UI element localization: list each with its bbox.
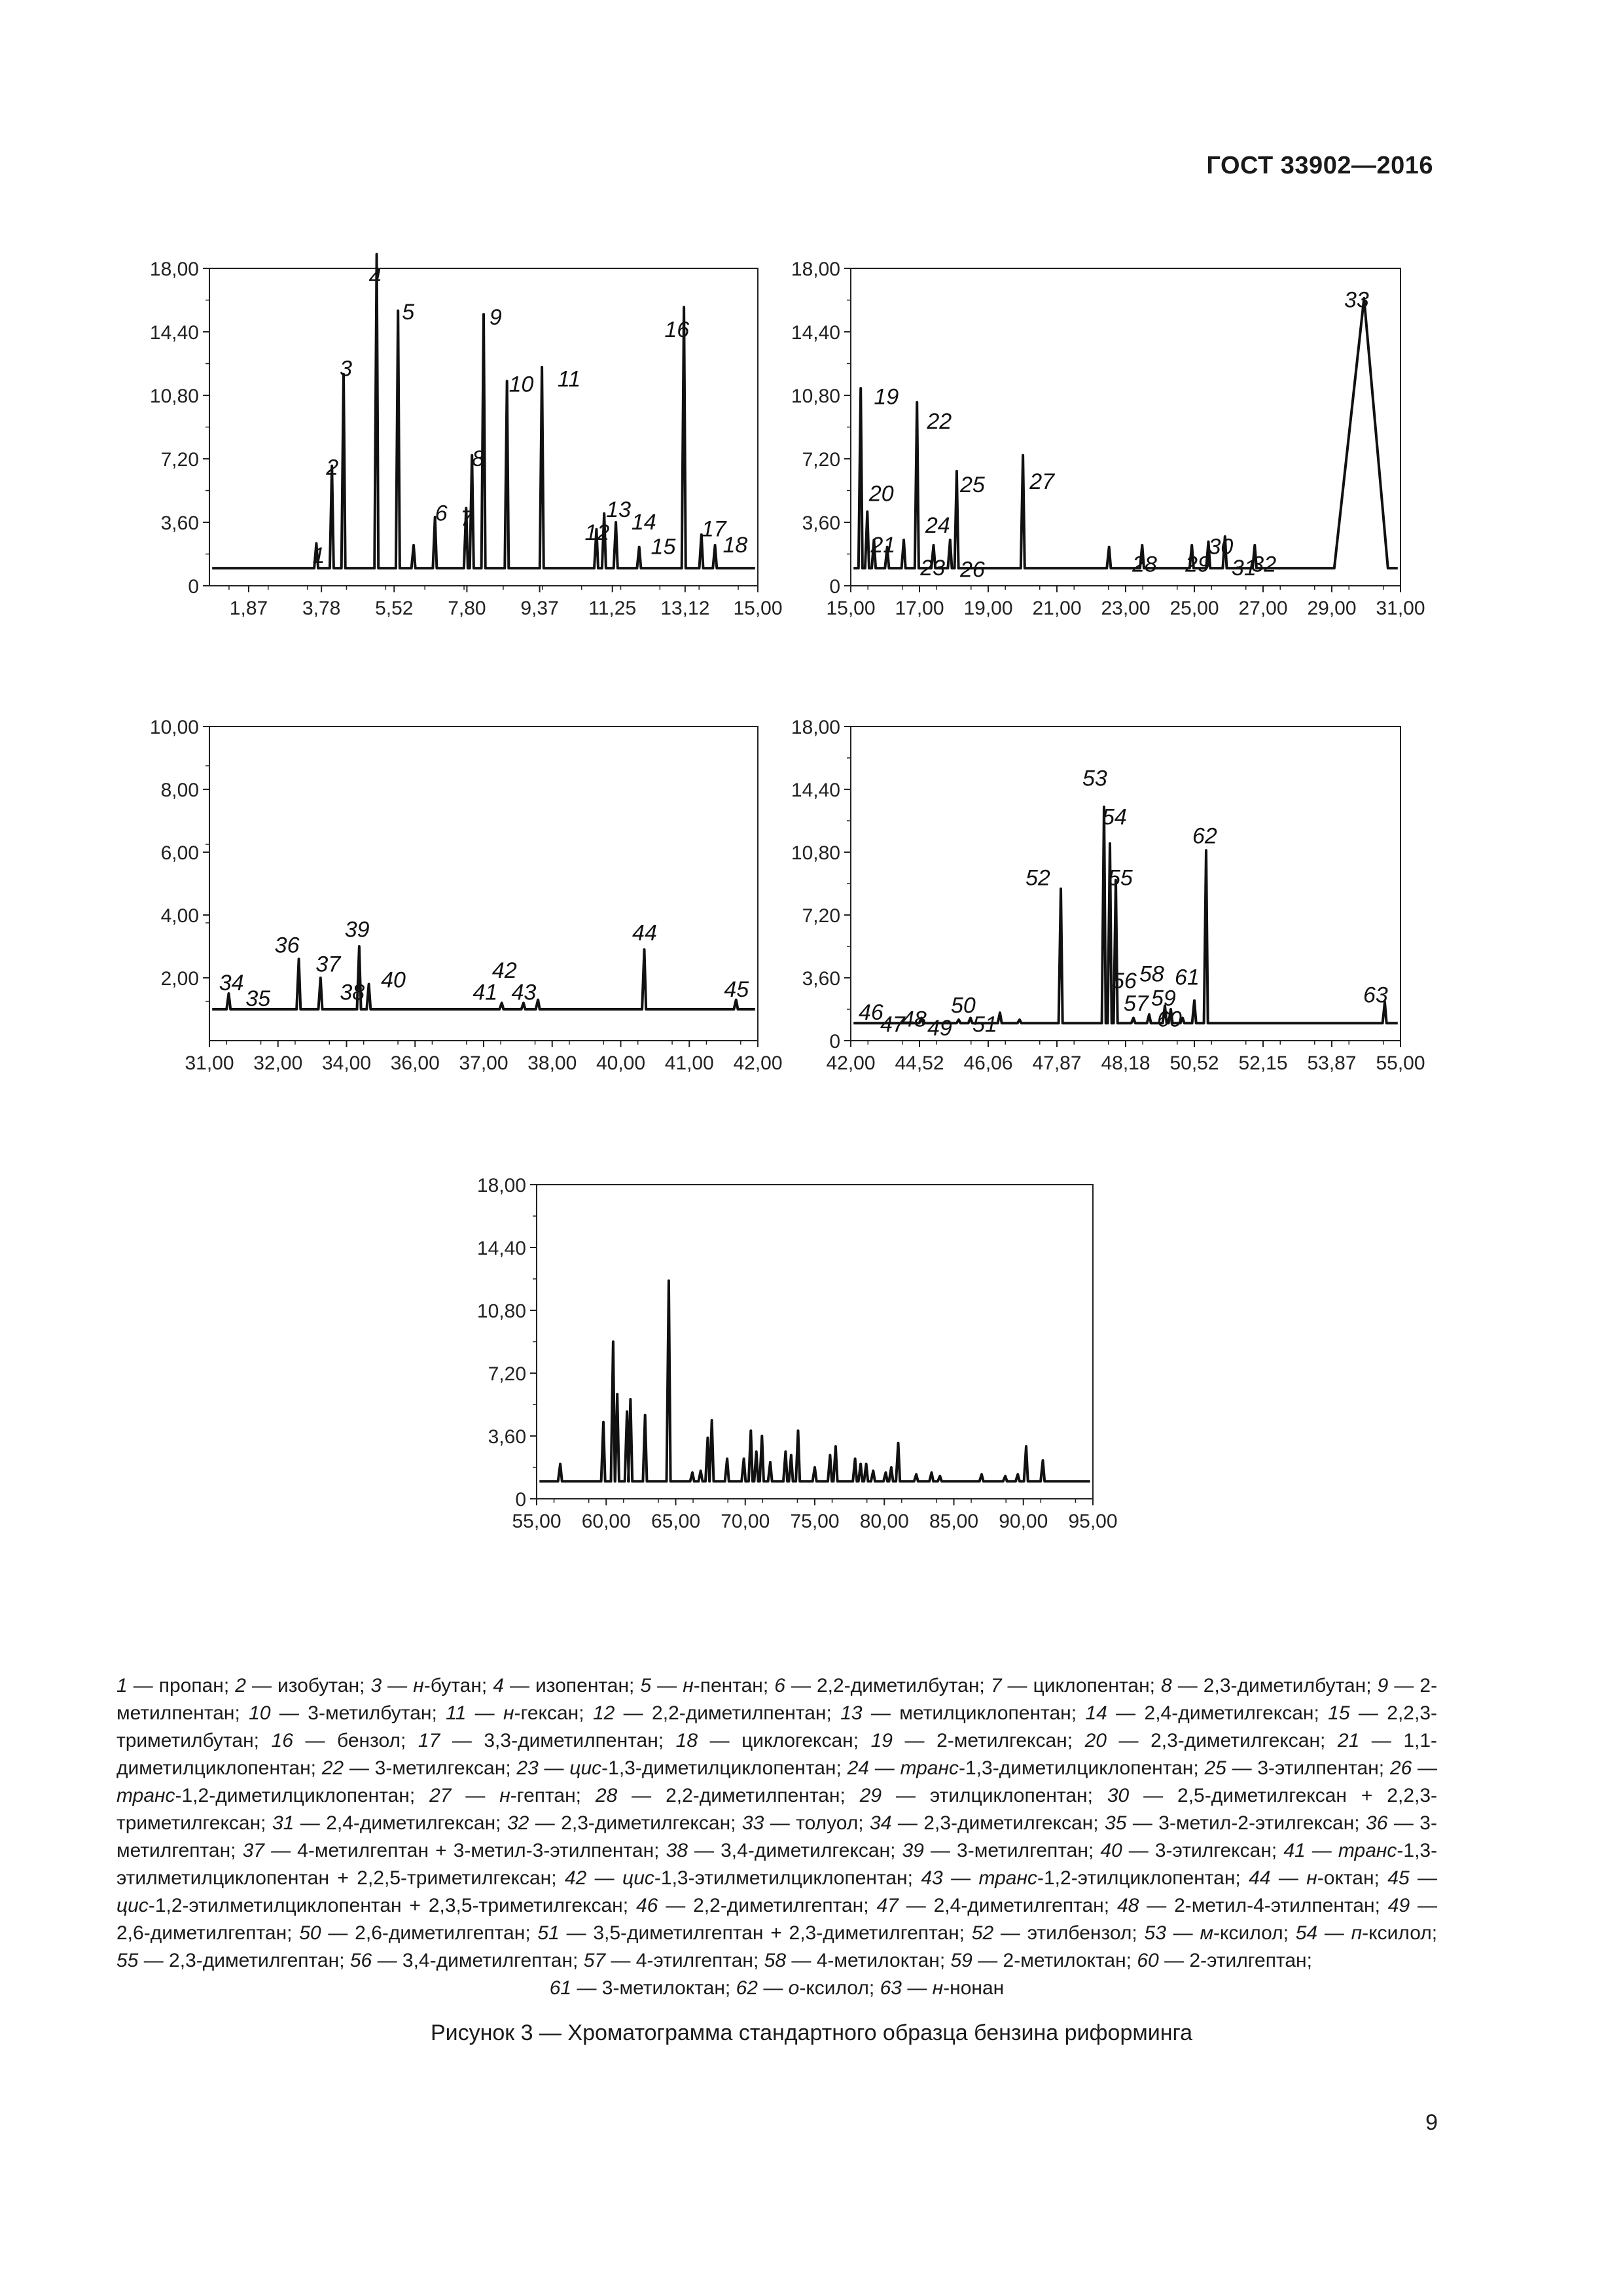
peak-label: 4 (368, 264, 382, 290)
x-tick-label: 47,87 (1032, 1052, 1082, 1074)
legend-item: 36 — 3-метилгептан; (116, 1812, 1437, 1861)
x-tick-label: 32,00 (253, 1052, 303, 1074)
peak-label: 34 (219, 971, 244, 996)
y-tick-label: 3,60 (160, 512, 199, 534)
legend-item: 38 — 3,4-диметилгексан; (666, 1840, 902, 1861)
legend-item: 39 — 3-метилгептан; (902, 1840, 1101, 1861)
x-tick-label: 48,18 (1101, 1052, 1150, 1074)
peak-label: 63 (1363, 982, 1388, 1008)
peak-label: 32 (1251, 552, 1277, 577)
x-tick-label: 40,00 (596, 1052, 646, 1074)
legend-item: 29 — этилциклопентан; (859, 1785, 1107, 1806)
legend-item: 20 — 2,3-диметилгексан; (1084, 1730, 1338, 1751)
y-tick-label: 14,40 (791, 780, 840, 801)
legend-item: 47 — 2,4-диметилгептан; (876, 1895, 1117, 1916)
chromatogram-svg-4 (759, 707, 1425, 1152)
peak-label: 40 (381, 967, 406, 993)
x-tick-label: 90,00 (999, 1511, 1048, 1532)
peak-label: 48 (902, 1007, 927, 1032)
peak-label: 60 (1157, 1007, 1182, 1032)
x-tick-label: 55,00 (1376, 1052, 1425, 1074)
legend-item: 10 — 3-метилбутан; (249, 1702, 446, 1724)
peak-label: 56 (1112, 969, 1137, 994)
peak-label: 36 (274, 933, 300, 958)
peak-label: 17 (701, 516, 726, 542)
peak-label: 7 (460, 506, 473, 531)
peak-label: 30 (1208, 534, 1234, 560)
legend-item: 40 — 3-этилгексан; (1100, 1840, 1284, 1861)
peak-label: 10 (508, 372, 534, 397)
x-tick-label: 42,00 (733, 1052, 783, 1074)
chromatogram-svg-5 (445, 1165, 1118, 1610)
peak-label: 15 (651, 534, 676, 560)
x-tick-label: 36,00 (390, 1052, 440, 1074)
legend-item: 24 — транс-1,3-диметилциклопентан; (847, 1757, 1205, 1779)
peak-label: 9 (489, 305, 502, 331)
legend-item: 23 — цис-1,3-диметилциклопентан; (516, 1757, 847, 1779)
x-tick-label: 19,00 (963, 598, 1013, 619)
legend-item: 55 — 2,3-диметилгептан; (116, 1950, 350, 1971)
peak-label: 18 (722, 532, 748, 558)
x-tick-label: 34,00 (321, 1052, 372, 1074)
legend-item: 6 — 2,2-диметилбутан; (774, 1675, 991, 1696)
y-tick-label: 18,00 (791, 259, 840, 280)
peak-label: 37 (315, 952, 341, 977)
legend-item: 19 — 2-метилгексан; (870, 1730, 1085, 1751)
legend-item: 8 — 2,3-диметилбутан; (1161, 1675, 1378, 1696)
x-tick-label: 15,00 (733, 598, 783, 619)
peak-label: 16 (664, 317, 690, 343)
x-tick-label: 11,25 (588, 598, 637, 619)
y-tick-label: 10,80 (149, 386, 199, 407)
y-tick-label: 8,00 (160, 780, 199, 801)
peak-label: 62 (1192, 823, 1217, 849)
peak-label: 23 (920, 555, 946, 581)
legend-item: 25 — 3-этилпентан; (1204, 1757, 1390, 1779)
legend-item: 48 — 2-метил-4-этилпентан; (1116, 1895, 1388, 1916)
x-tick-label: 55,00 (512, 1511, 562, 1532)
chromatogram-panel-1 (118, 249, 783, 674)
x-tick-label: 25,00 (1169, 598, 1219, 619)
peak-label: 43 (511, 980, 537, 1005)
peak-legend (116, 1672, 1437, 2002)
peak-label: 33 (1344, 287, 1369, 313)
x-tick-label: 50,52 (1169, 1052, 1219, 1074)
legend-item: 49 — 2,6-диметилгептан; (116, 1895, 1438, 1944)
legend-item: 61 — 3-метилоктан; (549, 1977, 736, 1999)
legend-item: 26 — транс-1,2-диметилциклопентан; (116, 1757, 1438, 1806)
x-tick-label: 31,00 (1376, 598, 1425, 619)
peak-label: 49 (927, 1016, 952, 1041)
x-tick-label: 17,00 (895, 598, 944, 619)
plot-frame (537, 1185, 1093, 1499)
x-tick-label: 44,52 (895, 1052, 944, 1074)
legend-item: 57 — 4-этилгептан; (583, 1950, 764, 1971)
legend-item: 22 — 3-метилгексан; (321, 1757, 517, 1779)
y-tick-label: 3,60 (802, 512, 840, 534)
peak-label: 12 (584, 520, 610, 545)
peak-label: 20 (868, 481, 894, 507)
peak-label: 44 (632, 920, 657, 946)
peak-label: 26 (959, 557, 985, 583)
legend-item: 34 — 2,3-диметилгексан; (870, 1812, 1105, 1834)
legend-item: 44 — н-октан; (1249, 1867, 1388, 1889)
peak-label: 46 (859, 1000, 883, 1025)
y-tick-label: 7,20 (488, 1363, 526, 1385)
chromatogram-trace (539, 1281, 1090, 1482)
legend-item: 35 — 3-метил-2-этилгексан; (1105, 1812, 1366, 1834)
x-tick-label: 65,00 (651, 1511, 701, 1532)
legend-item: 30 — 2,5-диметилгексан + 2,2,3-триметилгексан; (116, 1785, 1438, 1834)
y-tick-label: 3,60 (488, 1426, 526, 1448)
y-tick-label: 18,00 (791, 717, 840, 738)
legend-item: 17 — 3,3-диметилпентан; (418, 1730, 676, 1751)
y-tick-label: 10,80 (791, 386, 840, 407)
peak-label: 51 (972, 1012, 997, 1037)
chromatogram-svg-1 (118, 249, 783, 674)
y-tick-label: 0 (829, 1031, 840, 1052)
peak-label: 13 (606, 497, 632, 522)
legend-item: 41 — транс-1,3-этилметилциклопентан + 2,2,5-триметилгексан; (116, 1840, 1438, 1889)
x-tick-label: 31,00 (185, 1052, 234, 1074)
figure-caption: Рисунок 3 — Хроматограмма стандартного образца бензина риформинга (430, 2020, 1193, 2045)
legend-text-last-line (116, 1975, 1437, 2002)
legend-item: 37 — 4-метилгептан + 3-метил-3-этилпентан; (242, 1840, 666, 1861)
peak-label: 42 (491, 958, 517, 983)
peak-label: 61 (1175, 965, 1200, 990)
legend-item: 3 — н-бутан; (370, 1675, 493, 1696)
x-tick-label: 85,00 (929, 1511, 979, 1532)
legend-item: 7 — циклопентан; (990, 1675, 1162, 1696)
x-tick-label: 15,00 (826, 598, 876, 619)
legend-item: 5 — н-пентан; (640, 1675, 775, 1696)
peak-label: 54 (1102, 804, 1127, 830)
peak-label: 6 (435, 501, 448, 526)
chromatogram-panel-5 (445, 1165, 1118, 1610)
peak-label: 14 (631, 509, 656, 535)
legend-item: 11 — н-гексан; (446, 1702, 593, 1724)
legend-item: 13 — метилциклопентан; (840, 1702, 1086, 1724)
legend-item: 50 — 2,6-диметилгептан; (299, 1922, 538, 1944)
peak-label: 22 (927, 409, 952, 435)
peak-label: 31 (1231, 555, 1257, 581)
x-tick-label: 13,12 (660, 598, 710, 619)
chromatogram-svg-3 (118, 707, 783, 1152)
peak-label: 52 (1026, 865, 1050, 891)
x-tick-label: 52,15 (1238, 1052, 1288, 1074)
y-tick-label: 0 (829, 576, 840, 598)
legend-item: 60 — 2-этилгептан; (1137, 1950, 1312, 1971)
x-tick-label: 70,00 (721, 1511, 770, 1532)
legend-item: 27 — н-гептан; (429, 1785, 596, 1806)
peak-label: 3 (340, 356, 353, 382)
peak-label: 53 (1082, 766, 1107, 791)
legend-item: 31 — 2,4-диметилгексан; (272, 1812, 507, 1834)
x-tick-label: 37,00 (459, 1052, 508, 1074)
peak-label: 29 (1185, 552, 1210, 577)
x-tick-label: 41,00 (664, 1052, 714, 1074)
legend-item: 51 — 3,5-диметилгептан + 2,3-диметилгептан; (537, 1922, 972, 1944)
x-tick-label: 1,87 (229, 598, 268, 619)
peak-label: 41 (473, 980, 498, 1005)
page-number: 9 (1425, 2110, 1438, 2135)
peak-label: 21 (870, 532, 896, 558)
x-tick-label: 42,00 (826, 1052, 876, 1074)
x-tick-label: 9,37 (520, 598, 559, 619)
y-tick-label: 7,20 (802, 905, 840, 927)
peak-label: 25 (959, 473, 985, 498)
y-tick-label: 14,40 (149, 322, 199, 344)
peak-label: 47 (880, 1012, 905, 1037)
peak-label: 19 (874, 384, 899, 410)
y-tick-label: 7,20 (160, 449, 199, 471)
y-tick-label: 2,00 (160, 968, 199, 990)
legend-item: 62 — о-ксилол; (736, 1977, 880, 1999)
chromatogram-panel-3 (118, 707, 783, 1152)
legend-item: 12 — 2,2-диметилпентан; (592, 1702, 841, 1724)
y-tick-label: 4,00 (160, 905, 199, 927)
legend-item: 14 — 2,4-диметилгексан; (1085, 1702, 1329, 1724)
legend-item: 43 — транс-1,2-этилциклопентан; (921, 1867, 1249, 1889)
y-tick-label: 10,80 (476, 1300, 526, 1322)
peak-label: 1 (312, 543, 325, 568)
chromatogram-svg-2 (759, 249, 1425, 674)
y-tick-label: 7,20 (802, 449, 840, 471)
x-tick-label: 46,06 (963, 1052, 1013, 1074)
peak-label: 8 (472, 446, 485, 471)
y-tick-label: 14,40 (476, 1238, 526, 1259)
y-tick-label: 6,00 (160, 842, 199, 864)
peak-label: 50 (951, 993, 976, 1018)
peak-label: 57 (1124, 991, 1149, 1016)
legend-item: 15 — 2,2,3-триметилбутан; (116, 1702, 1437, 1751)
peak-label: 59 (1151, 986, 1176, 1011)
y-tick-label: 10,00 (149, 717, 199, 738)
legend-item: 21 — 1,1-диметилциклопентан; (116, 1730, 1438, 1779)
x-tick-label: 23,00 (1101, 598, 1150, 619)
y-tick-label: 14,40 (791, 322, 840, 344)
x-tick-label: 53,87 (1307, 1052, 1357, 1074)
peak-label: 45 (724, 977, 749, 1002)
peak-label: 35 (245, 986, 271, 1012)
legend-item: 46 — 2,2-диметилгептан; (635, 1895, 877, 1916)
y-tick-label: 0 (188, 576, 199, 598)
peak-label: 55 (1108, 865, 1133, 891)
legend-item: 18 — циклогексан; (675, 1730, 871, 1751)
legend-item: 2 — изобутан; (235, 1675, 371, 1696)
peak-label: 39 (344, 917, 370, 942)
y-tick-label: 18,00 (476, 1175, 526, 1196)
x-tick-label: 7,80 (448, 598, 486, 619)
legend-item: 28 — 2,2-диметилпентан; (595, 1785, 860, 1806)
legend-item: 63 — н-нонан (880, 1977, 1005, 1999)
x-tick-label: 38,00 (527, 1052, 577, 1074)
peak-label: 5 (402, 300, 415, 325)
chromatogram-panel-4 (759, 707, 1425, 1152)
x-tick-label: 21,00 (1032, 598, 1082, 619)
x-tick-label: 60,00 (581, 1511, 631, 1532)
legend-item: 58 — 4-метилоктан; (764, 1950, 951, 1971)
chromatogram-trace (212, 254, 755, 568)
legend-item: 32 — 2,3-диметилгексан; (507, 1812, 742, 1834)
chromatogram-panel-2 (759, 249, 1425, 674)
x-tick-label: 3,78 (302, 598, 341, 619)
peak-label: 28 (1132, 552, 1157, 577)
x-tick-label: 27,00 (1238, 598, 1288, 619)
legend-item: 9 — 2-метилпентан; (116, 1675, 1438, 1724)
x-tick-label: 95,00 (1068, 1511, 1118, 1532)
x-tick-label: 29,00 (1307, 598, 1357, 619)
legend-item: 53 — м-ксилол; (1144, 1922, 1296, 1944)
legend-item: 33 — толуол; (741, 1812, 870, 1834)
y-tick-label: 3,60 (802, 968, 840, 990)
document-header: ГОСТ 33902—2016 (1206, 152, 1433, 179)
legend-item: 56 — 3,4-диметилгептан; (349, 1950, 584, 1971)
legend-item: 1 — пропан; (116, 1675, 236, 1696)
peak-label: 58 (1139, 961, 1164, 987)
legend-item: 16 — бензол; (271, 1730, 418, 1751)
x-tick-label: 80,00 (859, 1511, 909, 1532)
legend-text (116, 1672, 1437, 1975)
x-tick-label: 5,52 (375, 598, 414, 619)
peak-label: 2 (326, 455, 339, 480)
legend-item: 54 — п-ксилол; (1295, 1922, 1438, 1944)
legend-item: 42 — цис-1,3-этилметилциклопентан; (564, 1867, 921, 1889)
legend-item: 45 — цис-1,2-этилметилциклопентан + 2,3,5-триметилгексан; (116, 1867, 1438, 1916)
y-tick-label: 18,00 (149, 259, 199, 280)
legend-item: 59 — 2-метилоктан; (950, 1950, 1137, 1971)
x-tick-label: 75,00 (790, 1511, 840, 1532)
y-tick-label: 10,80 (791, 842, 840, 864)
peak-label: 11 (557, 367, 581, 392)
y-tick-label: 0 (515, 1489, 526, 1511)
legend-item: 4 — изопентан; (493, 1675, 641, 1696)
peak-label: 27 (1029, 469, 1055, 494)
peak-label: 38 (340, 980, 365, 1005)
peak-label: 24 (925, 513, 950, 539)
legend-item: 52 — этилбензол; (971, 1922, 1145, 1944)
